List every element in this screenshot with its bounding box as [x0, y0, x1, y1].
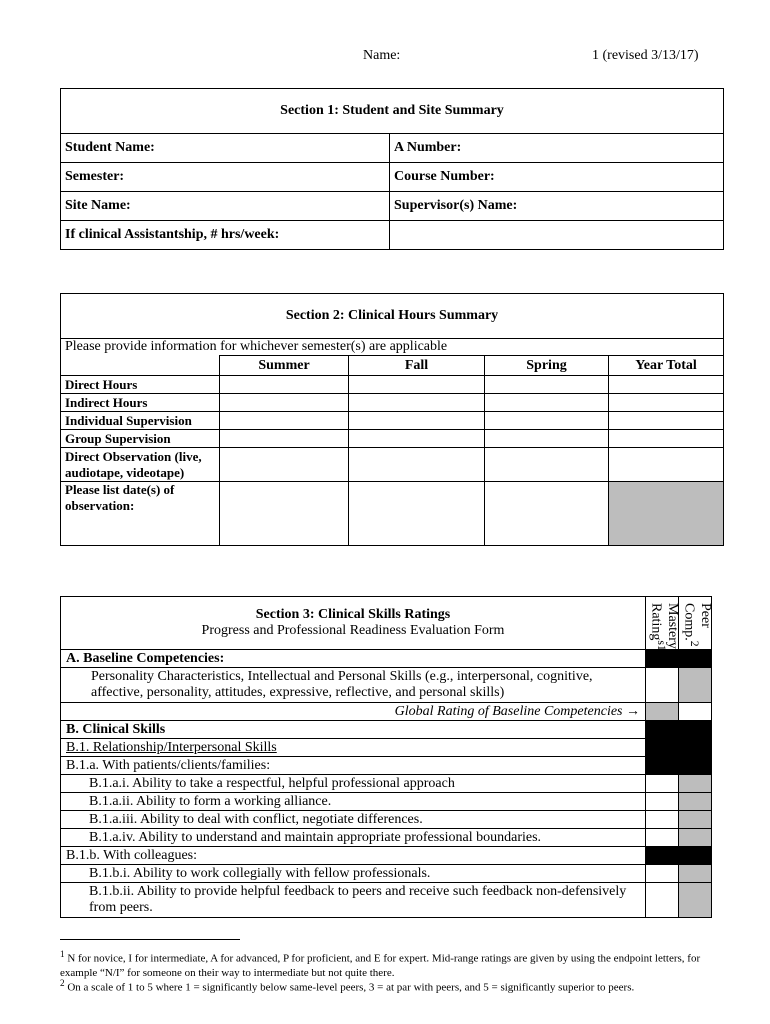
cell[interactable] [349, 448, 485, 482]
footnote-divider [60, 939, 240, 940]
b1-heading-text: B.1. Relationship/Interpersonal Skills [66, 739, 277, 755]
cell[interactable] [349, 482, 485, 546]
black-cell [679, 650, 712, 668]
peer-comp-label: Peer Comp. [681, 603, 713, 641]
cell[interactable] [349, 430, 485, 448]
b-heading: B. Clinical Skills [61, 721, 646, 739]
cell[interactable] [220, 482, 349, 546]
row-direct-observation: Direct Observation (live, audiotape, videotape) [61, 448, 220, 482]
cell[interactable] [220, 394, 349, 412]
cell[interactable] [485, 394, 609, 412]
footnote-2-number: 2 [60, 978, 65, 988]
b1-heading [61, 739, 646, 757]
mastery-cell[interactable] [646, 811, 679, 829]
mastery-cell[interactable] [646, 865, 679, 883]
cell[interactable] [609, 448, 724, 482]
site-name-field[interactable]: Site Name: [61, 192, 390, 221]
supervisor-name-field[interactable]: Supervisor(s) Name: [390, 192, 724, 221]
student-name-field[interactable]: Student Name: [61, 134, 390, 163]
section1-title: Section 1: Student and Site Summary [61, 89, 724, 134]
mastery-cell[interactable] [646, 703, 679, 721]
a-number-field[interactable]: A Number: [390, 134, 724, 163]
row-individual-supervision: Individual Supervision [61, 412, 220, 430]
peer-cell[interactable] [679, 883, 712, 918]
peer-cell[interactable] [679, 668, 712, 703]
cell[interactable] [220, 412, 349, 430]
mastery-cell[interactable] [646, 668, 679, 703]
col-fall: Fall [349, 356, 485, 376]
cell[interactable] [609, 376, 724, 394]
section3-table [60, 596, 712, 918]
cell[interactable] [349, 376, 485, 394]
peer-cell[interactable] [679, 865, 712, 883]
b1a-heading: B.1.a. With patients/clients/families: [61, 757, 646, 775]
footnote-2-text: On a scale of 1 to 5 where 1 = significantly below same-level peers, 3 = at par with peers, and 5 = significantly superior to peers. [67, 981, 635, 994]
cell[interactable] [485, 448, 609, 482]
cell[interactable] [220, 448, 349, 482]
cell[interactable] [485, 376, 609, 394]
assistantship-hours-value[interactable] [390, 221, 724, 250]
peer-cell[interactable] [679, 703, 712, 721]
black-cell [646, 721, 679, 775]
cell[interactable] [609, 430, 724, 448]
peer-cell[interactable] [679, 793, 712, 811]
cell[interactable] [609, 412, 724, 430]
row-indirect-hours: Indirect Hours [61, 394, 220, 412]
cell[interactable] [349, 412, 485, 430]
black-cell [679, 721, 712, 775]
b1a-item: B.1.a.i. Ability to take a respectful, helpful professional approach [61, 775, 646, 793]
mastery-rating-header [646, 597, 679, 650]
a-heading: A. Baseline Competencies: [61, 650, 646, 668]
name-label: Name: [363, 48, 401, 63]
black-cell [679, 847, 712, 865]
row-observation-dates: Please list date(s) of observation: [61, 482, 220, 546]
b1b-heading: B.1.b. With colleagues: [61, 847, 646, 865]
b1a-item: B.1.a.iii. Ability to deal with conflict, negotiate differences. [61, 811, 646, 829]
assistantship-hours-field[interactable]: If clinical Assistantship, # hrs/week: [61, 221, 390, 250]
col-year-total: Year Total [609, 356, 724, 376]
section3-header [61, 597, 646, 650]
peer-cell[interactable] [679, 811, 712, 829]
section2-title: Section 2: Clinical Hours Summary [61, 294, 724, 339]
black-cell [646, 650, 679, 668]
semester-field[interactable]: Semester: [61, 163, 390, 192]
footnote-1-number: 1 [60, 949, 65, 959]
col-summer: Summer [220, 356, 349, 376]
cell[interactable] [220, 376, 349, 394]
section3-subtitle: Progress and Professional Readiness Evaluation Form [201, 623, 505, 638]
row-group-supervision: Group Supervision [61, 430, 220, 448]
mastery-cell[interactable] [646, 883, 679, 918]
a-global-rating: Global Rating of Baseline Competencies → [61, 703, 646, 721]
cell[interactable] [349, 394, 485, 412]
b1a-item: B.1.a.ii. Ability to form a working alliance. [61, 793, 646, 811]
cell[interactable] [220, 430, 349, 448]
section2-corner [61, 356, 220, 376]
page-info: 1 (revised 3/13/17) [592, 48, 699, 63]
section1-table [60, 88, 724, 250]
peer-cell[interactable] [679, 775, 712, 793]
cell[interactable] [609, 394, 724, 412]
section3-title: Section 3: Clinical Skills Ratings [255, 607, 451, 622]
cell[interactable] [485, 482, 609, 546]
peer-comp-header [679, 597, 712, 650]
mastery-cell[interactable] [646, 793, 679, 811]
section2-instruction: Please provide information for whichever semester(s) are applicable [61, 339, 724, 356]
course-number-field[interactable]: Course Number: [390, 163, 724, 192]
peer-comp-footnote-ref: 2 [688, 640, 701, 647]
footnote-1-text: N for novice, I for intermediate, A for advanced, P for proficient, and E for expert. Mid-range ratings are given by using the endpoint letters, for example “N/I” for someone on their way to intermediate but not quite there. [60, 952, 701, 979]
gray-cell [609, 482, 724, 546]
row-direct-hours: Direct Hours [61, 376, 220, 394]
b1b-item: B.1.b.i. Ability to work collegially with fellow professionals. [61, 865, 646, 883]
cell[interactable] [485, 412, 609, 430]
black-cell [646, 847, 679, 865]
mastery-cell[interactable] [646, 829, 679, 847]
section2-table [60, 293, 724, 546]
mastery-rating-label: Mastery Rating [648, 603, 680, 649]
mastery-cell[interactable] [646, 775, 679, 793]
a-text: Personality Characteristics, Intellectual and Personal Skills (e.g., interpersonal, cognitive, affective, personality, attitudes, expressive, reflective, and personal skills) [61, 668, 646, 703]
b1b-item: B.1.b.ii. Ability to provide helpful feedback to peers and receive such feedback non-defensively from peers. [61, 883, 646, 918]
footnote-2 [60, 976, 720, 995]
col-spring: Spring [485, 356, 609, 376]
footnote-1 [60, 947, 720, 980]
peer-cell[interactable] [679, 829, 712, 847]
b1a-item: B.1.a.iv. Ability to understand and maintain appropriate professional boundaries. [61, 829, 646, 847]
mastery-rating-footnote-ref: s1 [655, 640, 668, 651]
cell[interactable] [485, 430, 609, 448]
